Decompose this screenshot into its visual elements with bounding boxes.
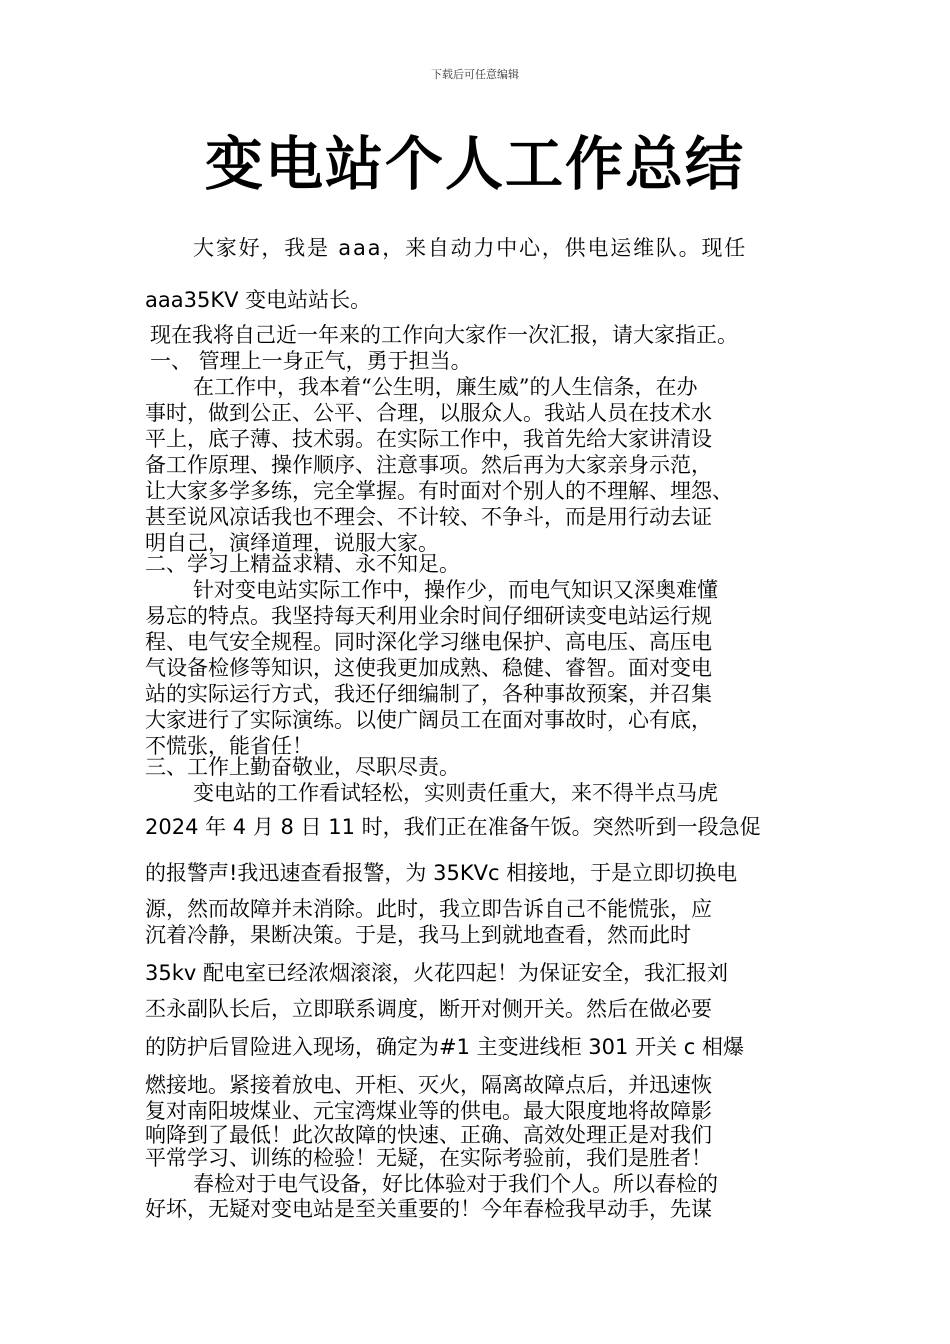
paragraph-line: 让大家多学多练，完全掌握。有时面对个别人的不理解、埋怨、 [145,479,733,503]
paragraph-line: 燃接地。紧接着放电、开柜、灭火，隔离故障点后，并迅速恢 [145,1073,712,1097]
page-header: 下载后可任意编辑 [431,68,519,81]
paragraph-line: 程、电气安全规程。同时深化学习继电保护、高电压、高压电 [145,630,712,654]
paragraph-line: 平上，底子薄、技术弱。在实际工作中，我首先给大家讲清设 [145,427,712,451]
paragraph-line: 春检对于电气设备，好比体验对于我们个人。所以春检的 [193,1172,718,1196]
paragraph-line: aaa35KV 变电站站长。 [145,288,372,312]
paragraph-line: 明自己，演绎道理，说服大家。 [145,531,439,555]
paragraph-line: 站的实际运行方式，我还仔细编制了，各种事故预案，并召集 [145,682,712,706]
paragraph-line: 备工作原理、操作顺序、注意事项。然后再为大家亲身示范， [145,453,712,477]
paragraph-line: 甚至说风凉话我也不理会、不计较、不争斗，而是用行动去证 [145,505,712,529]
paragraph-line: 在工作中，我本着“公生明，廉生威”的人生信条，在办 [193,375,698,399]
paragraph-line: 沉着冷静，果断决策。于是，我马上到就地查看，然而此时 [145,923,691,947]
paragraph-line: 现在我将自己近一年来的工作向大家作一次汇报，请大家指正。 [150,323,738,347]
paragraph-line: 不慌张，能省任！ [145,734,313,758]
paragraph-line: 气设备检修等知识，这使我更加成熟、稳健、睿智。面对变电 [145,656,712,680]
paragraph-line: 的防护后冒险进入现场，确定为#1 主变进线柜 301 开关 c 相爆 [145,1035,744,1059]
section-heading: 三、工作上勤奋敬业，尽职尽责。 [145,755,460,779]
paragraph-line: 好坏，无疑对变电站是至关重要的！今年春检我早动手，先谋 [145,1197,712,1221]
paragraph-line: 易忘的特点。我坚持每天利用业余时间仔细研读变电站运行规 [145,604,712,628]
paragraph-line: 针对变电站实际工作中，操作少，而电气知识又深奥难懂 [193,578,718,602]
paragraph-line: 的报警声!我迅速查看报警，为 35KVc 相接地，于是立即切换电 [145,861,738,885]
section-heading: 一、 管理上一身正气，勇于担当。 [150,349,472,373]
paragraph-line: 35kv 配电室已经浓烟滚滚，火花四起！为保证安全，我汇报刘 [145,961,728,985]
paragraph-line: 大家好，我是 aaa，来自动力中心，供电运维队。现任 [193,236,748,260]
paragraph-line: 源，然而故障并未消除。此时，我立即告诉自己不能慌张，应 [145,897,712,921]
paragraph-line: 大家进行了实际演练。以使广阔员工在面对事故时，心有底， [145,708,712,732]
paragraph-line: 响降到了最低！此次故障的快速、正确、高效处理正是对我们 [145,1123,712,1147]
paragraph-line: 复对南阳坡煤业、元宝湾煤业等的供电。最大限度地将故障影 [145,1099,712,1123]
paragraph-line: 2024 年 4 月 8 日 11 时，我们正在准备午饭。突然听到一段急促 [145,815,761,839]
paragraph-line: 丕永副队长后，立即联系调度，断开对侧开关。然后在做必要 [145,997,712,1021]
paragraph-line: 平常学习、训练的检验！无疑，在实际考验前，我们是胜者！ [145,1146,712,1170]
paragraph-line: 事时，做到公正、公平、合理，以服众人。我站人员在技术水 [145,401,712,425]
paragraph-line: 变电站的工作看试轻松，实则责任重大，来不得半点马虎 [193,781,718,805]
section-heading: 二、学习上精益求精、永不知足。 [145,552,460,576]
document-title: 变电站个人工作总结 [204,130,745,198]
